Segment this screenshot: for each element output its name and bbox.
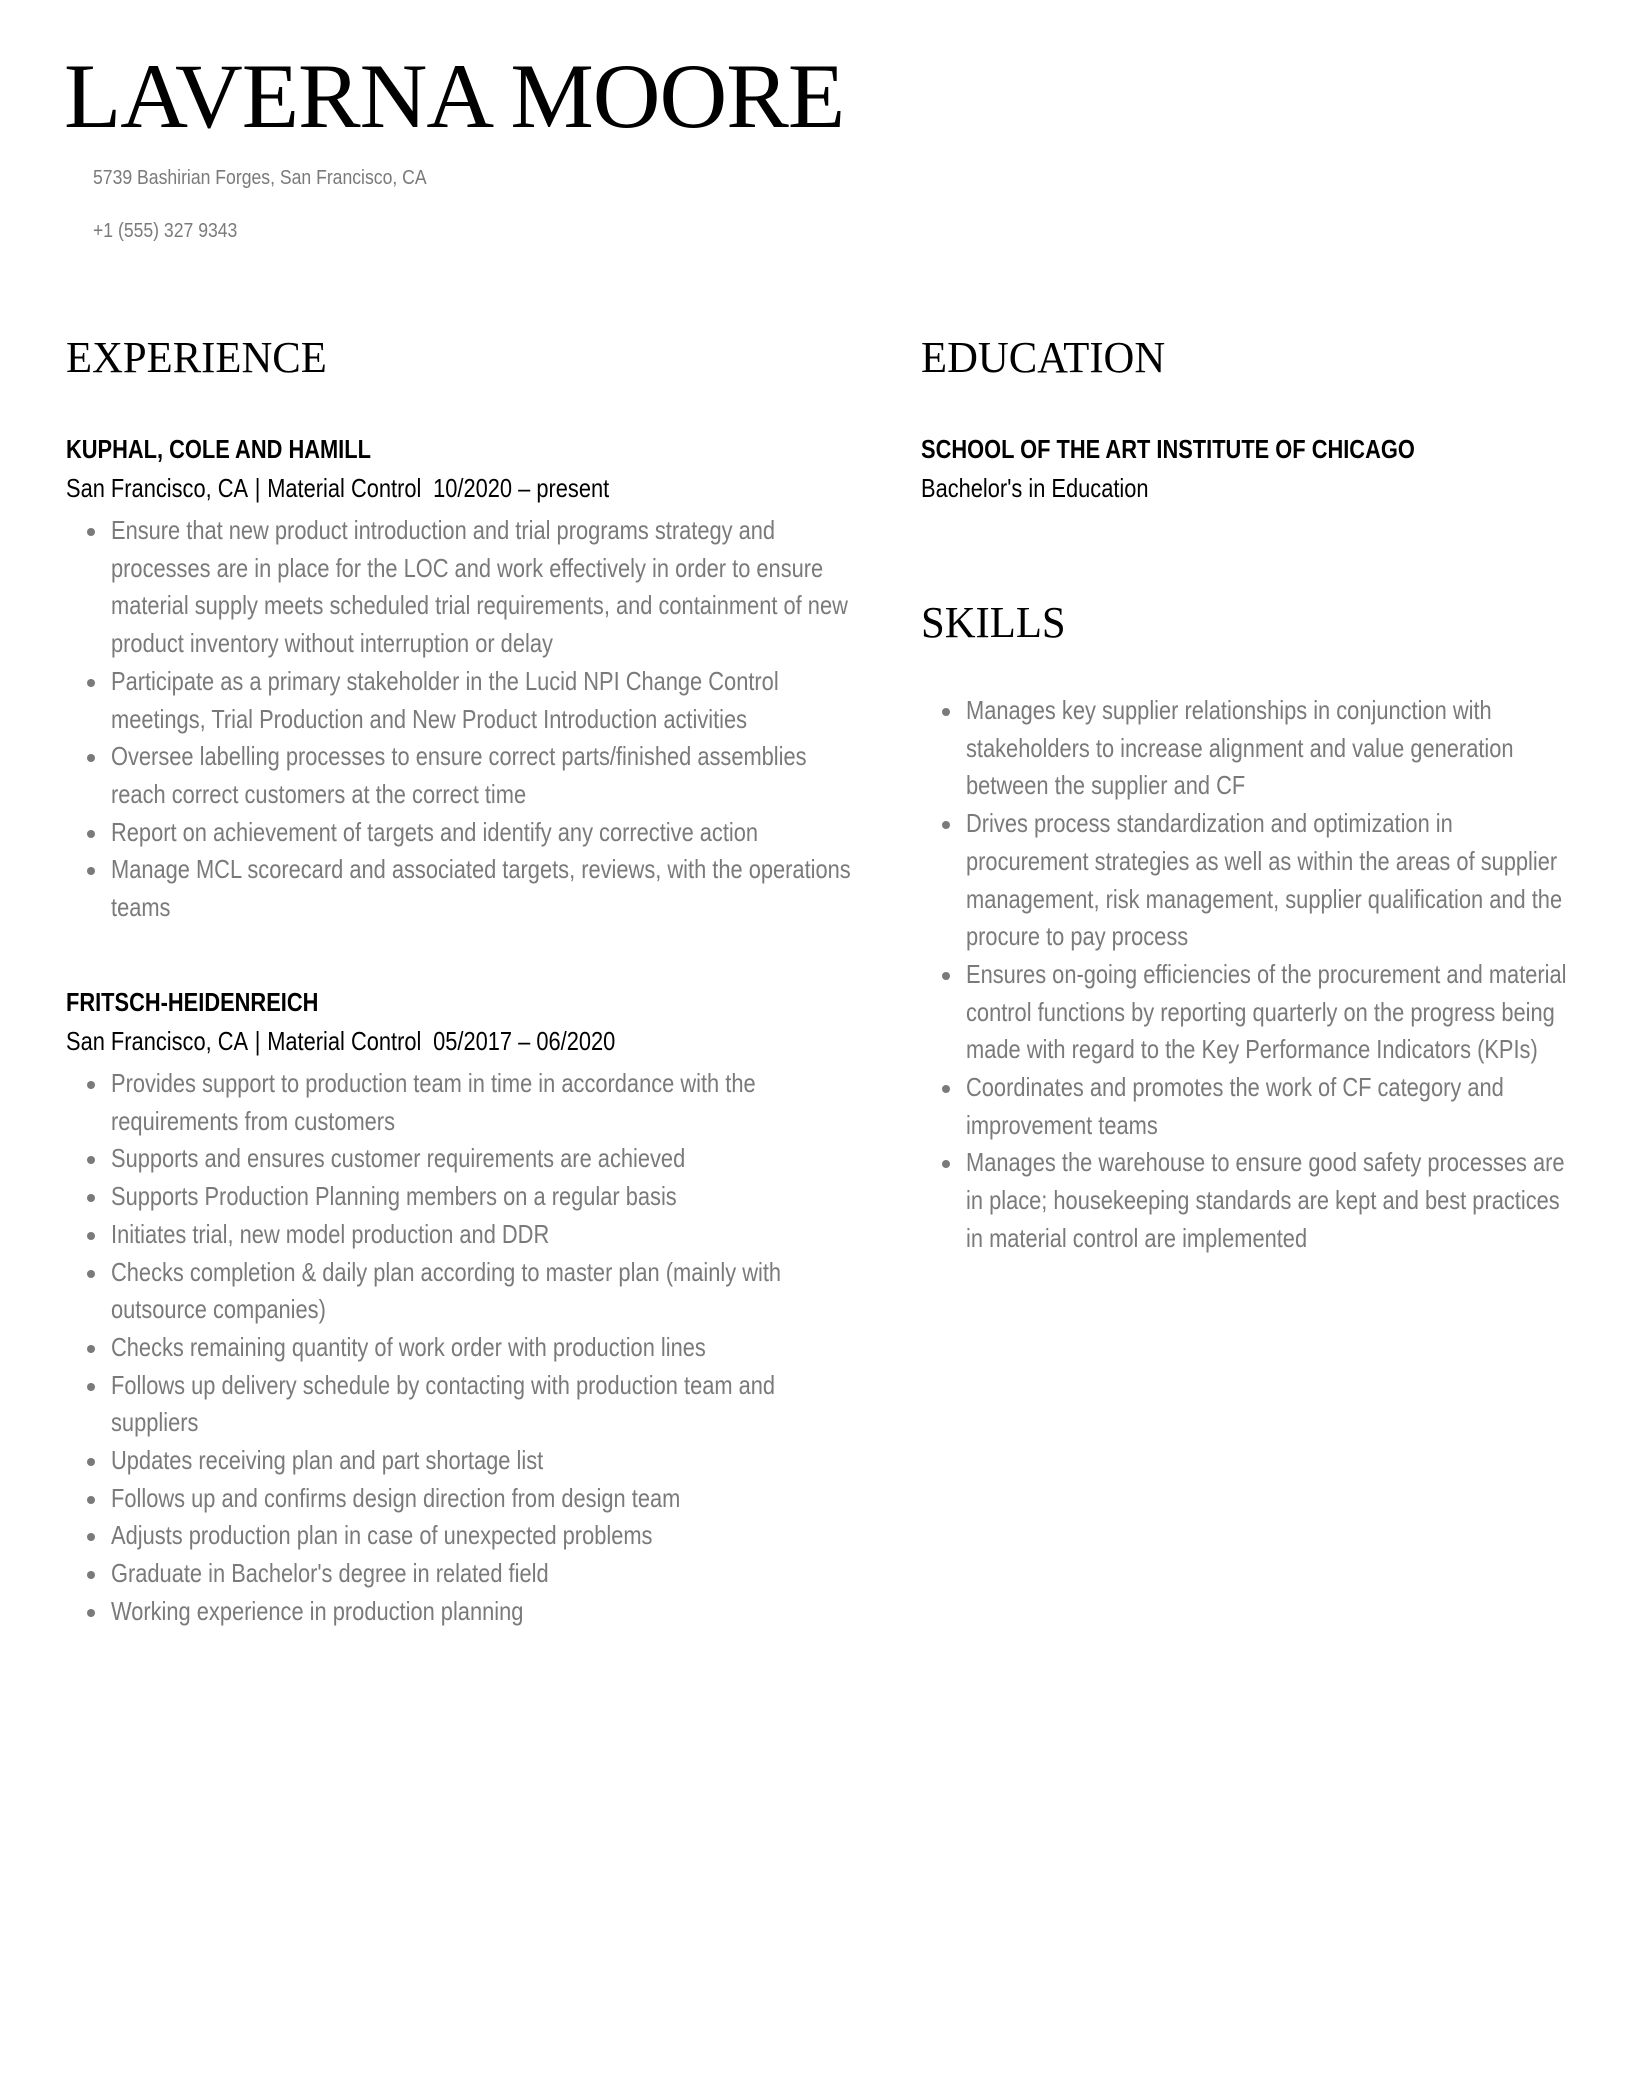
- list-item: Updates receiving plan and part shortage list: [66, 1442, 856, 1480]
- job-company: FRITSCH-HEIDENREICH: [66, 987, 319, 1017]
- bullet-icon: [87, 528, 95, 536]
- job-location: San Francisco, CA: [66, 473, 249, 503]
- meta-separator: |: [254, 1026, 261, 1056]
- bullet-icon: [87, 1270, 95, 1278]
- list-item: Coordinates and promotes the work of CF category and improvement teams: [921, 1069, 1581, 1144]
- bullet-icon: [87, 1571, 95, 1579]
- job-company: KUPHAL, COLE AND HAMILL: [66, 434, 371, 464]
- section-title-experience: EXPERIENCE: [66, 333, 327, 382]
- bullet-icon: [87, 1232, 95, 1240]
- bullet-icon: [87, 830, 95, 838]
- meta-separator: |: [254, 473, 261, 503]
- bullet-icon: [87, 754, 95, 762]
- bullet-icon: [87, 1383, 95, 1391]
- job-bullets: [66, 512, 856, 927]
- list-item: Initiates trial, new model production and DDR: [66, 1216, 856, 1254]
- skills-list: [921, 692, 1581, 1258]
- list-item: Ensure that new product introduction and trial programs strategy and processes are in place for the LOC and work effectively in order to ensure material supply meets scheduled trial requirements, and containment of new product inventory without interruption or delay: [66, 512, 856, 663]
- bullet-icon: [942, 708, 950, 716]
- job-location: San Francisco, CA: [66, 1026, 249, 1056]
- bullet-icon: [87, 679, 95, 687]
- list-item: Report on achievement of targets and identify any corrective action: [66, 814, 856, 852]
- list-item: Supports Production Planning members on a regular basis: [66, 1178, 856, 1216]
- job-meta: [66, 1028, 615, 1054]
- job-meta: [66, 475, 609, 501]
- list-item: Follows up and confirms design direction from design team: [66, 1480, 856, 1518]
- list-item: Oversee labelling processes to ensure correct parts/finished assemblies reach correct customers at the correct time: [66, 738, 856, 813]
- bullet-icon: [87, 1156, 95, 1164]
- bullet-icon: [87, 867, 95, 875]
- list-item: Checks remaining quantity of work order with production lines: [66, 1329, 856, 1367]
- list-item: Participate as a primary stakeholder in the Lucid NPI Change Control meetings, Trial Production and New Product Introduction activities: [66, 663, 856, 738]
- section-title-education: EDUCATION: [921, 333, 1166, 382]
- list-item: Supports and ensures customer requirements are achieved: [66, 1140, 856, 1178]
- bullet-icon: [87, 1081, 95, 1089]
- bullet-icon: [87, 1345, 95, 1353]
- bullet-icon: [87, 1533, 95, 1541]
- list-item: Manages the warehouse to ensure good safety processes are in place; housekeeping standards are kept and best practices in material control are implemented: [921, 1144, 1581, 1257]
- list-item: Manage MCL scorecard and associated targets, reviews, with the operations teams: [66, 851, 856, 926]
- list-item: Provides support to production team in time in accordance with the requirements from customers: [66, 1065, 856, 1140]
- bullet-icon: [87, 1194, 95, 1202]
- section-title-skills: SKILLS: [921, 598, 1066, 647]
- degree: Bachelor's in Education: [921, 473, 1149, 503]
- bullet-icon: [942, 1160, 950, 1168]
- list-item: Ensures on-going efficiencies of the procurement and material control functions by reporting quarterly on the progress being made with regard to the Key Performance Indicators (KPIs): [921, 956, 1581, 1069]
- bullet-icon: [942, 1085, 950, 1093]
- bullet-icon: [87, 1458, 95, 1466]
- contact-phone: +1 (555) 327 9343: [93, 220, 238, 242]
- job-dates: 10/2020 – present: [433, 473, 610, 503]
- list-item: Working experience in production planning: [66, 1593, 856, 1631]
- job-role: Material Control: [267, 473, 422, 503]
- list-item: Manages key supplier relationships in conjunction with stakeholders to increase alignment and value generation between the supplier and CF: [921, 692, 1581, 805]
- list-item: Follows up delivery schedule by contacting with production team and suppliers: [66, 1367, 856, 1442]
- list-item: Checks completion & daily plan according to master plan (mainly with outsource companies): [66, 1254, 856, 1329]
- school-name: SCHOOL OF THE ART INSTITUTE OF CHICAGO: [921, 434, 1415, 464]
- bullet-icon: [87, 1609, 95, 1617]
- list-item: Graduate in Bachelor's degree in related field: [66, 1555, 856, 1593]
- list-item: Drives process standardization and optimization in procurement strategies as well as within the areas of supplier management, risk management, supplier qualification and the procure to pay process: [921, 805, 1581, 956]
- bullet-icon: [942, 821, 950, 829]
- bullet-icon: [87, 1496, 95, 1504]
- job-dates: 05/2017 – 06/2020: [433, 1026, 616, 1056]
- job-bullets: [66, 1065, 856, 1631]
- bullet-icon: [942, 972, 950, 980]
- job-role: Material Control: [267, 1026, 422, 1056]
- candidate-name: LAVERNA MOORE: [64, 45, 845, 147]
- contact-address: 5739 Bashirian Forges, San Francisco, CA: [93, 167, 427, 189]
- list-item: Adjusts production plan in case of unexpected problems: [66, 1517, 856, 1555]
